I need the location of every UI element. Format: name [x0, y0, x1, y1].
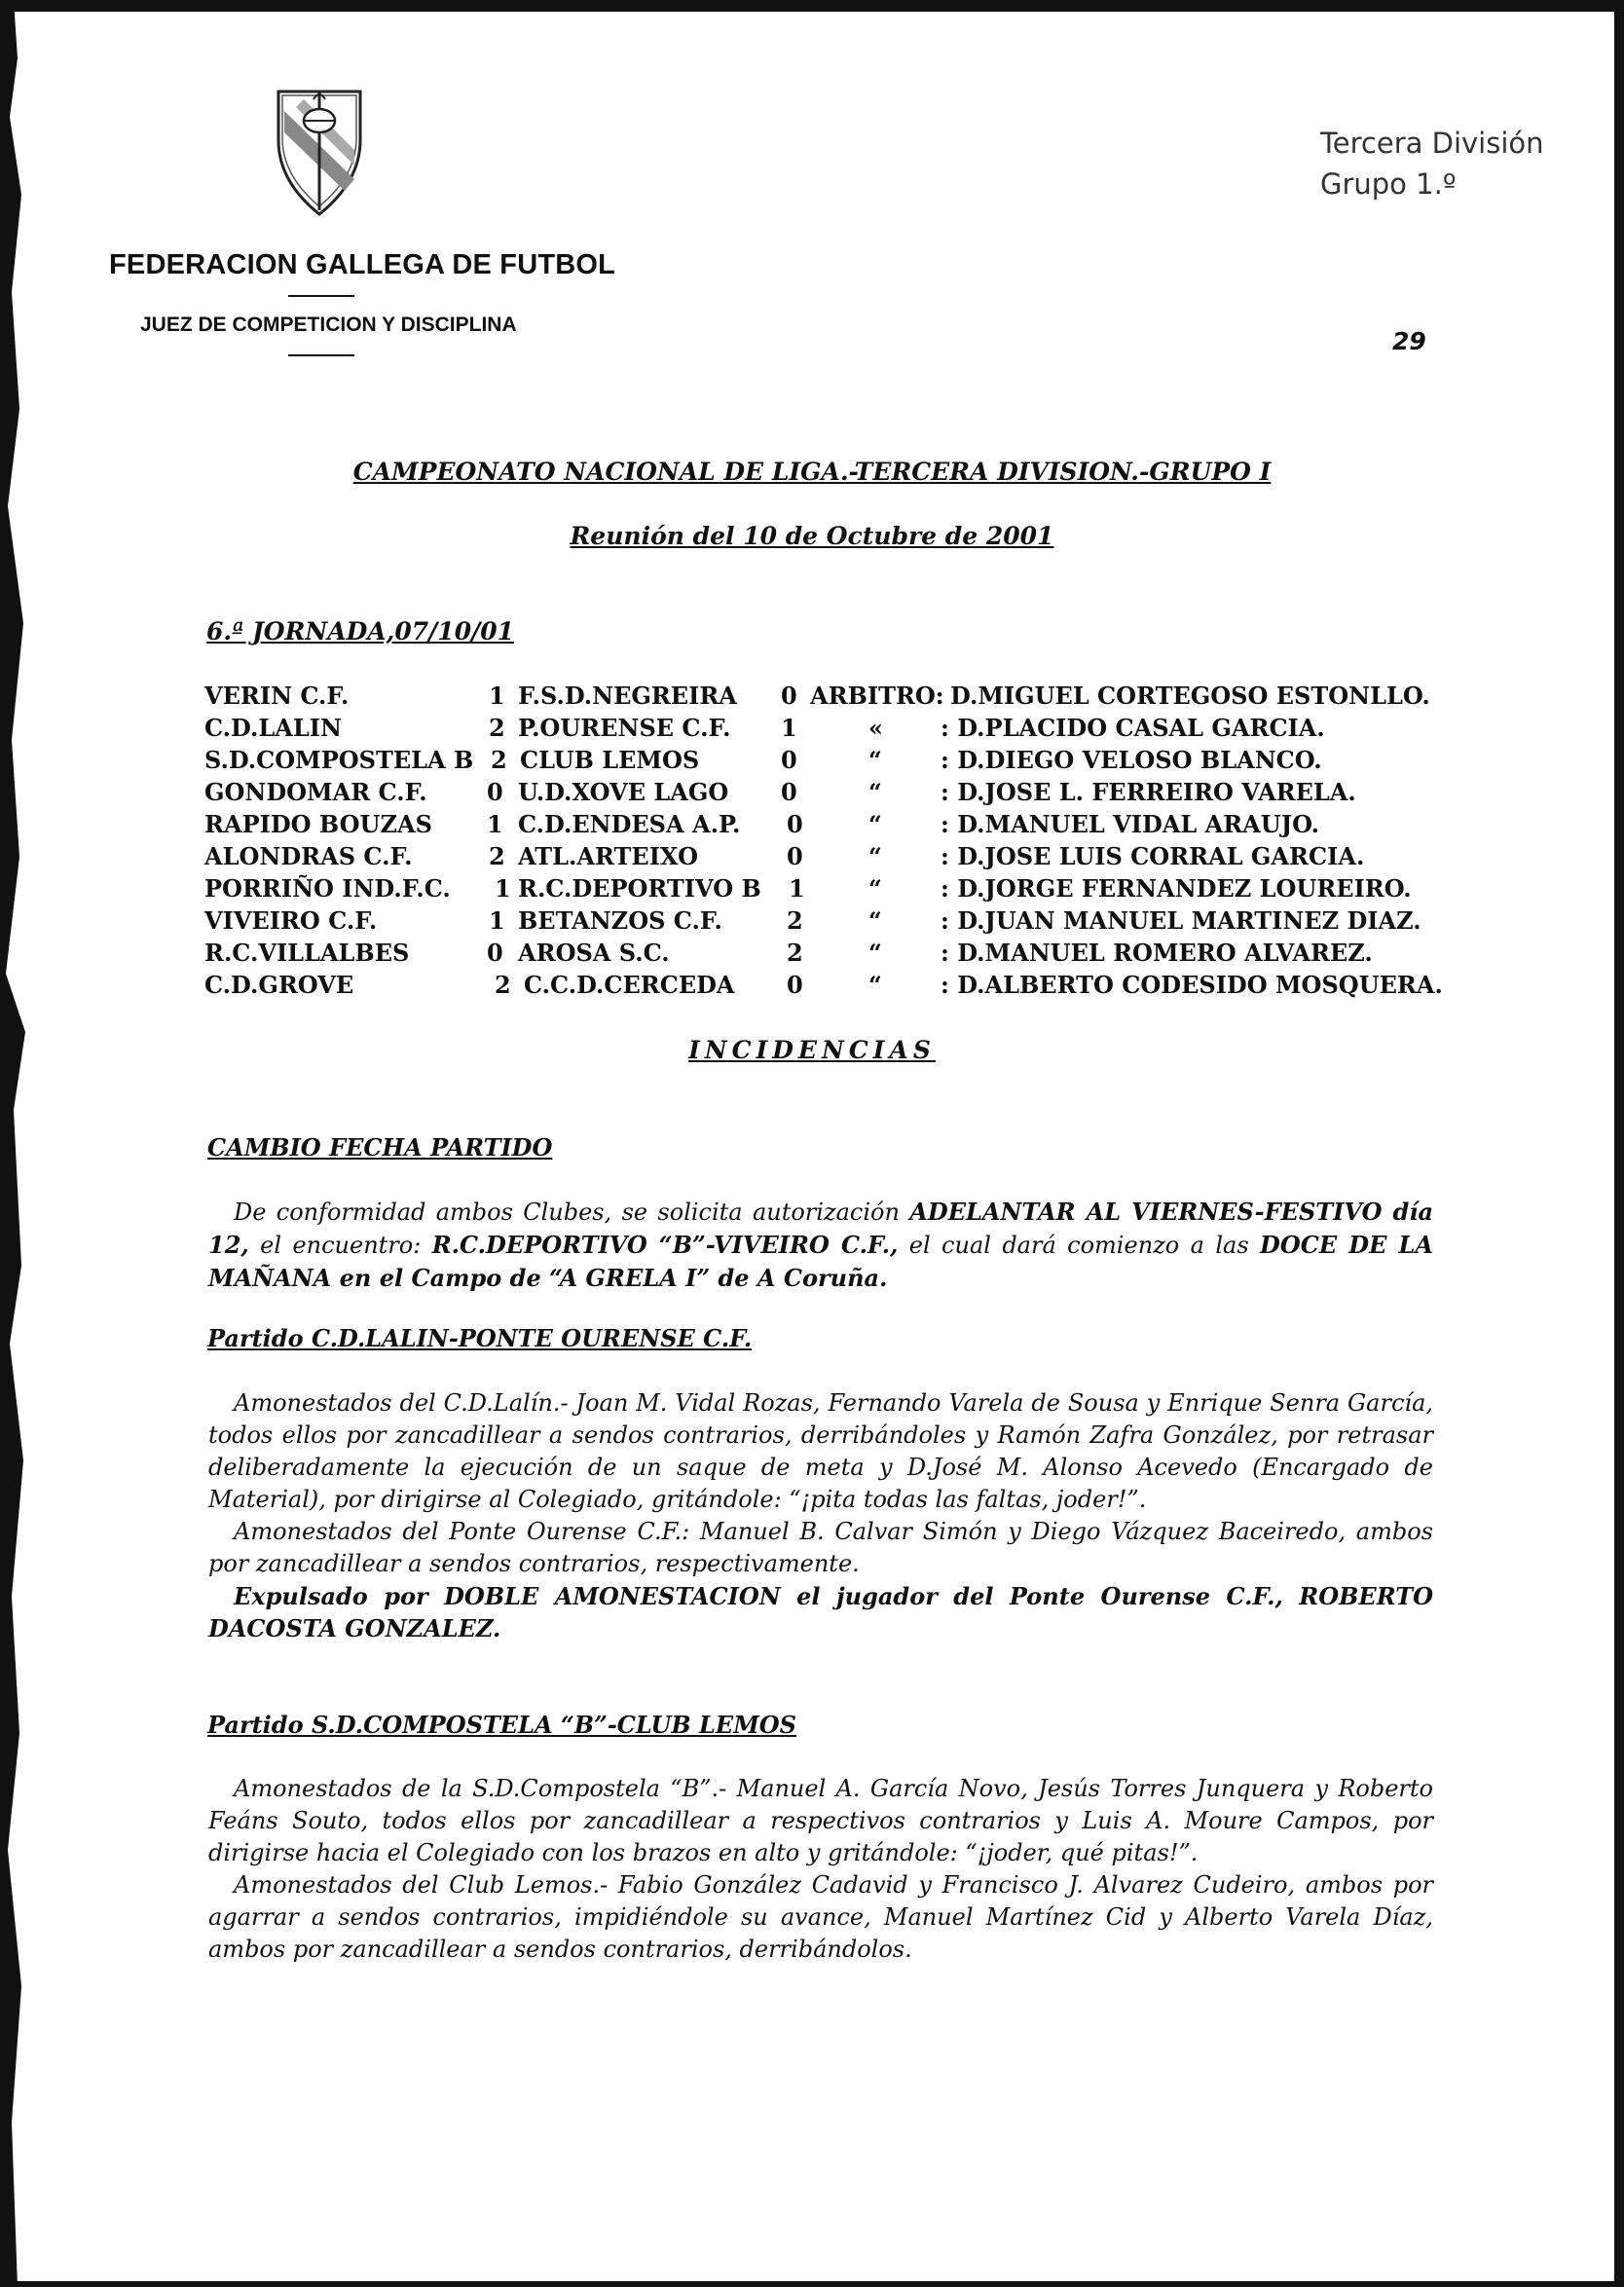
- header-rule: [288, 295, 354, 297]
- local-team: ALONDRAS C.F.: [204, 842, 413, 870]
- referee-separator: “: [868, 939, 882, 967]
- referee-separator: “: [868, 971, 882, 999]
- visitor-goals: 2: [787, 906, 803, 935]
- local-team: RAPIDO BOUZAS: [204, 810, 432, 838]
- section-heading-lalin: Partido C.D.LALIN-PONTE OURENSE C.F.: [207, 1324, 753, 1352]
- visitor-team: ATL.ARTEIXO: [518, 842, 699, 870]
- referee-separator: «: [868, 714, 883, 742]
- visitor-goals: 0: [787, 842, 803, 870]
- paragraph: Amonestados de la S.D.Compostela “B”.- Manuel A. García Novo, Jesús Torres Junquera y Roberto Feáns Souto, todos ellos por zancadillear a respectivos contrarios y Luis A. Moure Campos, por dirigirse hacia el Colegiado con los brazos en alto y gritándole: “¡joder, qué pitas!”.: [208, 1775, 1433, 1866]
- local-goals: 2: [495, 971, 511, 999]
- local-goals: 2: [489, 714, 505, 742]
- referee-separator: “: [868, 842, 882, 870]
- visitor-goals: 2: [787, 939, 803, 967]
- local-team: C.D.GROVE: [204, 971, 354, 999]
- local-team: PORRIÑO IND.F.C.: [204, 874, 451, 903]
- visitor-team: BETANZOS C.F.: [518, 906, 722, 935]
- bold-run: R.C.DEPORTIVO “B”-VIVEIRO C.F.,: [431, 1231, 899, 1259]
- page-number: 29: [1392, 327, 1426, 355]
- section-paragraph-lalin: [208, 1387, 1433, 1644]
- text-run: el cual dará comienzo a las: [898, 1232, 1261, 1259]
- section-paragraph-compostela: [208, 1773, 1433, 1966]
- local-team: R.C.VILLALBES: [204, 939, 410, 967]
- paragraph: Amonestados del C.D.Lalín.- Joan M. Vidal Rozas, Fernando Varela de Sousa y Enrique Senra García, todos ellos por zancadillear a sendos contrarios, derribándoles y Ramón Zafra González, por retrasar deliberadamente la ejecución de un saque de meta y D.José M. Alonso Acevedo (Encargado de Material), por dirigirse al Colegiado, gritándole: “¡pita todas las faltas, joder!”.: [208, 1389, 1433, 1513]
- bold-run: ADELANTAR AL VIERNES-FESTIVO día 12,: [208, 1198, 1433, 1259]
- local-team: C.D.LALIN: [204, 714, 342, 742]
- local-team: GONDOMAR C.F.: [204, 778, 427, 806]
- local-team: VERIN C.F.: [204, 682, 350, 710]
- local-goals: 2: [489, 842, 505, 870]
- local-goals: 0: [487, 939, 503, 967]
- local-team: VIVEIRO C.F.: [204, 906, 378, 935]
- meeting-date: Reunión del 10 de Octubre de 2001: [570, 522, 1054, 550]
- text-run: De conformidad ambos Clubes, se solicita autorización: [234, 1199, 910, 1226]
- scan-top-border: [0, 0, 1624, 12]
- referee-separator: “: [868, 810, 882, 838]
- referee-separator: “: [868, 874, 882, 903]
- referee-separator: ARBITRO:: [810, 682, 944, 710]
- visitor-team: C.D.ENDESA A.P.: [518, 810, 741, 838]
- referee-name: : D.ALBERTO CODESIDO MOSQUERA.: [941, 971, 1443, 999]
- document-title: CAMPEONATO NACIONAL DE LIGA.-TERCERA DIVISION.-GRUPO I: [352, 458, 1272, 486]
- section-paragraph-fecha: [208, 1196, 1433, 1295]
- paragraph-bold: Expulsado por DOBLE AMONESTACION el jugador del Ponte Ourense C.F., ROBERTO DACOSTA GONZALEZ.: [208, 1582, 1433, 1642]
- referee-name: : D.JOSE L. FERREIRO VARELA.: [941, 778, 1356, 806]
- scan-right-border: [1614, 0, 1624, 2287]
- bold-run: DOCE DE LA MAÑANA en el Campo de “A GRELA I” de A Coruña.: [208, 1231, 1433, 1292]
- paragraph: Amonestados del Ponte Ourense C.F.: Manuel B. Calvar Simón y Diego Vázquez Baceiredo, ambos por zancadillear a sendos contrarios, respectivamente.: [208, 1518, 1433, 1577]
- referee-separator: “: [868, 746, 882, 774]
- visitor-team: C.C.D.CERCEDA: [524, 971, 735, 999]
- visitor-team: U.D.XOVE LAGO: [518, 778, 729, 806]
- referee-name: : D.JORGE FERNANDEZ LOUREIRO.: [941, 874, 1412, 903]
- division-group: Grupo 1.º: [1320, 167, 1457, 201]
- visitor-goals: 0: [787, 971, 803, 999]
- local-goals: 1: [489, 906, 505, 935]
- visitor-goals: 1: [781, 714, 797, 742]
- referee-name: D.MIGUEL CORTEGOSO ESTONLLO.: [950, 682, 1430, 710]
- header-rule: [288, 354, 354, 356]
- federation-crest-logo: [275, 82, 364, 218]
- referee-name: : D.PLACIDO CASAL GARCIA.: [941, 714, 1325, 742]
- referee-name: : D.JOSE LUIS CORRAL GARCIA.: [941, 842, 1365, 870]
- torn-left-edge: [0, 0, 25, 2287]
- local-goals: 1: [487, 810, 503, 838]
- referee-name: : D.MANUEL ROMERO ALVAREZ.: [941, 939, 1373, 967]
- visitor-team: CLUB LEMOS: [520, 746, 700, 774]
- section-heading-fecha: CAMBIO FECHA PARTIDO: [207, 1133, 553, 1162]
- local-goals: 1: [489, 682, 505, 710]
- federation-name: FEDERACION GALLEGA DE FUTBOL: [109, 249, 616, 280]
- local-goals: 1: [495, 874, 511, 903]
- referee-name: : D.JUAN MANUEL MARTINEZ DIAZ.: [941, 906, 1421, 935]
- visitor-goals: 1: [789, 874, 805, 903]
- referee-name: : D.DIEGO VELOSO BLANCO.: [941, 746, 1322, 774]
- text-run: el encuentro:: [248, 1232, 432, 1259]
- referee-name: : D.MANUEL VIDAL ARAUJO.: [941, 810, 1319, 838]
- local-goals: 2: [491, 746, 507, 774]
- visitor-goals: 0: [781, 746, 797, 774]
- local-team: S.D.COMPOSTELA B: [204, 746, 474, 774]
- scan-bottom-border: [0, 2281, 1624, 2287]
- visitor-team: AROSA S.C.: [518, 939, 670, 967]
- section-heading-compostela: Partido S.D.COMPOSTELA “B”-CLUB LEMOS: [207, 1711, 797, 1739]
- visitor-team: P.OURENSE C.F.: [518, 714, 731, 742]
- visitor-goals: 0: [787, 810, 803, 838]
- round-heading: 6.ª JORNADA,07/10/01: [206, 617, 515, 646]
- visitor-goals: 0: [781, 778, 797, 806]
- paragraph: Amonestados del Club Lemos.- Fabio González Cadavid y Francisco J. Alvarez Cudeiro, ambos por agarrar a sendos contrarios, impidiéndole su avance, Manuel Martínez Cid y Alberto Varela Díaz, ambos por zancadillear a sendos contrarios, derribándolos.: [208, 1871, 1433, 1963]
- paragraph: [208, 1196, 1433, 1295]
- local-goals: 0: [487, 778, 503, 806]
- visitor-team: R.C.DEPORTIVO B: [518, 874, 761, 903]
- incidencias-heading: INCIDENCIAS: [688, 1036, 936, 1064]
- division-name: Tercera División: [1320, 127, 1544, 160]
- visitor-team: F.S.D.NEGREIRA: [518, 682, 737, 710]
- committee-name: JUEZ DE COMPETICION Y DISCIPLINA: [140, 314, 517, 336]
- referee-separator: “: [868, 906, 882, 935]
- visitor-goals: 0: [781, 682, 797, 710]
- referee-separator: “: [868, 778, 882, 806]
